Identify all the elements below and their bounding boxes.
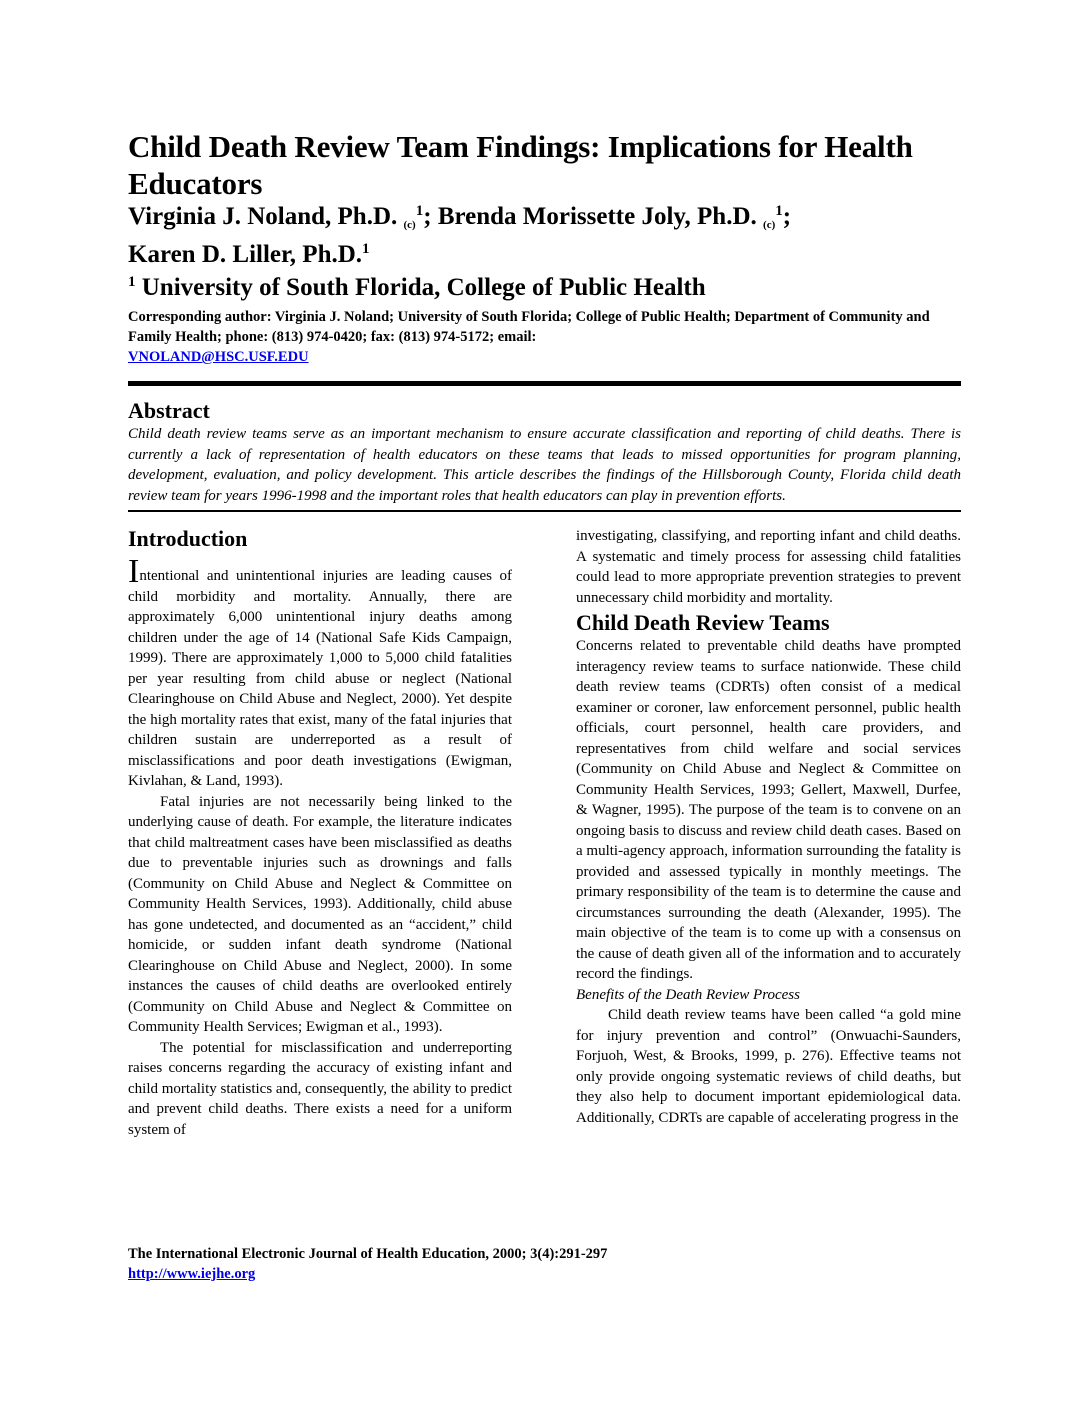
paragraph: Child death review teams have been called “a gold mine for injury prevention and control” (Onwuachi-Saunders, Forjuoh, West, & Brooks, 1999, p. 276). Effective teams not only provide ongoing systematic reviews of child deaths, but they also help to document important epidemiological data. Additionally, CDRTs are capable of accelerating progress in the: [576, 1007, 961, 1126]
divider: [128, 381, 961, 386]
paragraph-text: ntentional and unintentional injuries are leading causes of child morbidity and mortality. Annually, there are approximately 6,000 unintentional injury deaths among children under the age of 14 (National Safe Kids Campaign, 1999). There are approximately 1,000 to 5,000 child fatalities per year resulting from child abuse or neglect (National Clearinghouse on Child Abuse and Neglect, 2000). Yet despite the high mortality rates that exist, many of the fatal injuries that children sustain are underreported as a result of misclassifications and poor death investigations (Ewigman, Kivlahan, & Land, 1993).: [128, 568, 512, 789]
author-name: Virginia J. Noland, Ph.D.: [128, 203, 398, 230]
affiliation-marker: 1: [415, 203, 424, 219]
corresponding-author: [128, 307, 961, 367]
abstract-text: Child death review teams serve as an important mechanism to ensure accurate classification and reporting of child deaths. There is currently a lack of representation of health educators on these teams that leads to missed opportunities for program planning, development, evaluation, and policy development. This article describes the findings of the Hillsborough County, Florida child death review team for years 1996-1998 and the important roles that health educators can play in prevention efforts.: [128, 426, 961, 504]
author-separator: ;: [423, 203, 432, 230]
author-separator: ;: [782, 203, 792, 230]
section-heading-cdrt: Child Death Review Teams: [576, 610, 830, 635]
author-name: Brenda Morissette Joly, Ph.D.: [437, 203, 757, 230]
affiliation: [128, 273, 961, 303]
journal-citation: The International Electronic Journal of Health Education, 2000; 3(4):291-297: [128, 1246, 608, 1262]
paragraph: investigating, classifying, and reporting infant and child deaths. A systematic and timely process for assessing child fatalities could lead to more appropriate prevention strategies to prevent unnecessary child morbidity and mortality.: [576, 528, 961, 606]
journal-url-link[interactable]: http://www.iejhe.org: [128, 1266, 256, 1282]
paper-title: Child Death Review Team Findings: Implications for Health Educators: [128, 129, 913, 201]
right-column: [576, 526, 961, 1128]
divider: [128, 510, 961, 512]
left-column: [128, 526, 512, 1140]
page-footer: [128, 1244, 607, 1284]
affiliation-marker: 1: [128, 274, 136, 290]
paragraph: [128, 553, 512, 792]
affiliation-text: University of South Florida, College of Public Health: [141, 274, 706, 301]
author-credential: (c): [403, 219, 416, 231]
email-link[interactable]: VNOLAND@HSC.USF.EDU: [128, 349, 309, 365]
affiliation-marker: 1: [775, 203, 783, 219]
paper-header: [128, 128, 961, 512]
subsection-heading: Benefits of the Death Review Process: [576, 986, 800, 1003]
paragraph: Fatal injuries are not necessarily being linked to the underlying cause of death. For example, the literature indicates that child maltreatment cases have been misclassified as deaths due to preventable injuries such as drownings and falls (Community on Child Abuse and Neglect & Committee on Community Health Services, 1993). Additionally, child abuse has gone undetected, and documented as an “accident,” child homicide, or sudden infant death syndrome (National Clearinghouse on Child Abuse and Neglect, 2000). In some instances the causes of child deaths are overlooked entirely (Community on Child Abuse and Neglect & Committee on Community Health Services; Ewigman et al., 1993).: [128, 793, 512, 1035]
section-heading-introduction: Introduction: [128, 526, 248, 551]
affiliation-marker: 1: [362, 241, 370, 257]
paragraph: The potential for misclassification and underreporting raises concerns regarding the accuracy of existing infant and child mortality statistics and, consequently, the ability to predict and prevent child deaths. There exists a need for a uniform system of: [128, 1039, 512, 1138]
author-list: [128, 202, 961, 270]
corresponding-text: Corresponding author: Virginia J. Noland; University of South Florida; College of Public Health; Department of Community and Family Health; phone: (813) 974-0420; fax: (813) 974-5172; email:: [128, 309, 930, 345]
abstract-heading: Abstract: [128, 398, 210, 423]
author-name: Karen D. Liller, Ph.D.: [128, 241, 363, 268]
paragraph: Concerns related to preventable child deaths have prompted interagency review teams to surface nationwide. These child death review teams (CDRTs) often consist of a medical examiner or coroner, law enforcement personnel, public health officials, court personnel, health care providers, and representatives from child welfare and social services (Community on Child Abuse and Neglect & Committee on Community Health Services, 1993; Gellert, Maxwell, Durfee, & Wagner, 1995). The purpose of the team is to convene on an ongoing basis to discuss and review child death cases. Based on a multi-agency approach, information surrounding the fatality is provided and assessed typically in monthly meetings. The primary responsibility of the team is to determine the cause and circumstances surrounding the death (Alexander, 1995). The main objective of the team is to come up with a consensus on the cause of death given all of the information and to accurately record the findings.: [576, 638, 961, 982]
author-credential: (c): [763, 219, 776, 231]
drop-cap: I: [128, 553, 140, 590]
